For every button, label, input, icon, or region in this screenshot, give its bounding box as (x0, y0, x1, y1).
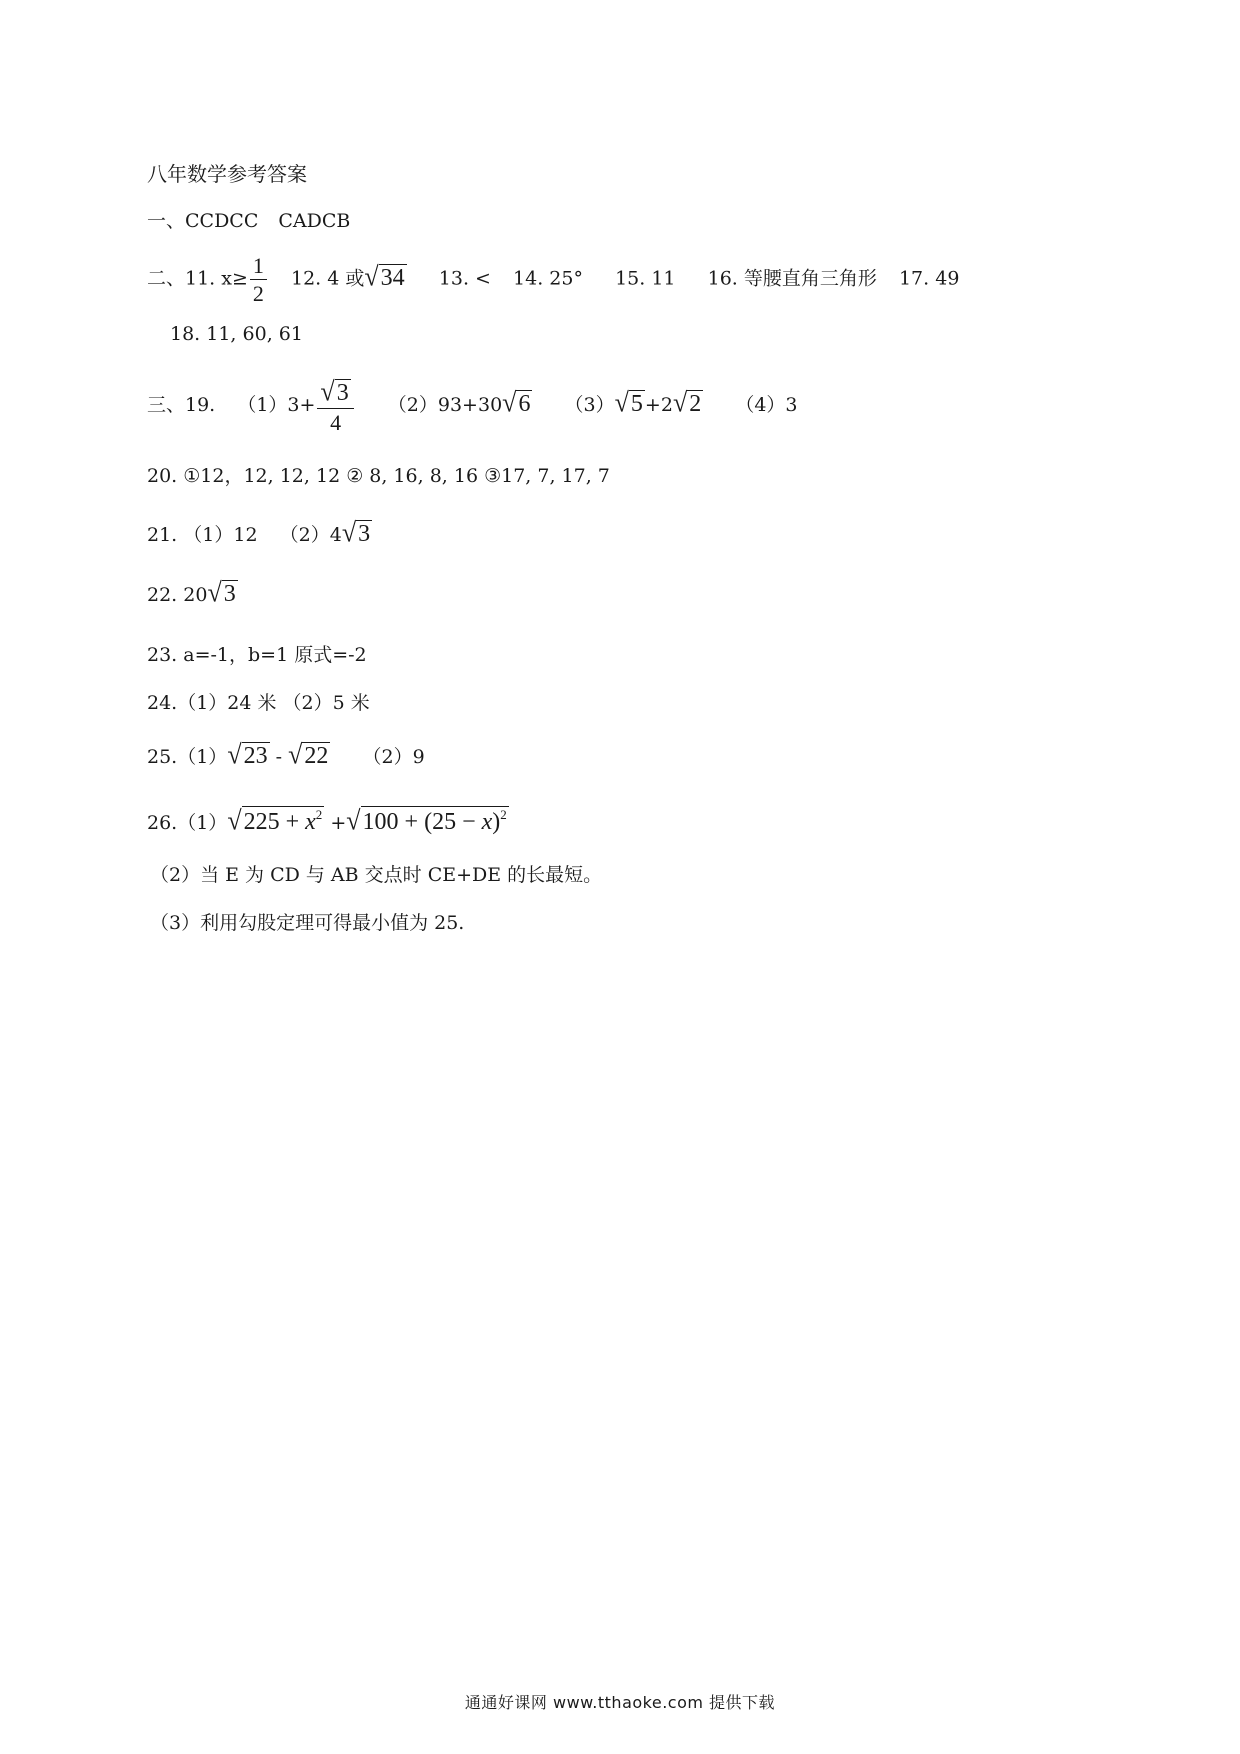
q24-answer: 24.（1）24 米 （2）5 米 (147, 692, 370, 714)
q22-answer (147, 577, 238, 608)
q20-answer: 20. ①12，12, 12, 12 ② 8, 16, 8, 16 ③17, 7, 17, 7 (147, 465, 610, 487)
q15-answer: 15. 11 (615, 267, 676, 290)
q25-sqrt-b: √22 (288, 739, 329, 770)
q25-label: 25.（1） (147, 746, 228, 768)
q23-answer: 23. a=-1，b=1 原式=-2 (147, 644, 367, 666)
q21-part2-sqrt-radicand: 3 (358, 521, 371, 547)
q19-part2-sqrt-radicand: 6 (518, 391, 531, 418)
q19-part2-prefix: （2）93+30 (387, 394, 503, 417)
q19-part1-sqrt: √3 (320, 376, 349, 407)
section1-answers (147, 212, 350, 231)
section2-answers (147, 254, 959, 305)
q11-fraction-numerator: 1 (250, 254, 267, 280)
q19-part3-prefix: （3） (564, 394, 615, 417)
q12-sqrt: √34 (364, 260, 405, 292)
section3-q19 (147, 378, 798, 434)
q22-sqrt: √3 (207, 577, 236, 608)
q19-part2-sqrt: √6 (502, 387, 531, 418)
q14-answer: 14. 25° (513, 267, 583, 290)
q19-part1-fraction (317, 378, 353, 434)
q21-answer (147, 517, 372, 548)
q26-plus: + (330, 812, 347, 834)
q26-sqrt-b-exponent: 2 (500, 807, 507, 822)
q12-sqrt-radicand: 34 (380, 264, 405, 291)
q26-part2: （2）当 E 为 CD 与 AB 交点时 CE+DE 的长最短。 (150, 864, 603, 886)
q25-sqrt-a-radicand: 23 (243, 743, 268, 769)
q26-sqrt-a: $√225 + x^2$ (227, 805, 323, 836)
document-title: 八年数学参考答案 (147, 162, 307, 186)
q19-part1-prefix: （1）3+ (237, 394, 316, 417)
section1-label: 一、CCDCC (147, 210, 259, 232)
q22-sqrt-radicand: 3 (223, 581, 236, 607)
q13-answer: 13. < (438, 267, 491, 290)
q22-prefix: 22. 20 (147, 584, 208, 606)
q26-sqrt-b-close: ) (492, 809, 501, 835)
q19-part1-denominator: 4 (330, 410, 342, 436)
q19-part3-sqrt-b: √2 (672, 387, 702, 418)
q26-sqrt-a-var: x (305, 809, 316, 835)
q25-sqrt-b-radicand: 22 (304, 743, 329, 769)
q26-sqrt-b-text: 100 + (25 − (362, 809, 482, 835)
q26-sqrt-a-exponent: 2 (315, 807, 323, 822)
q25-minus: - (275, 746, 283, 768)
q26-sqrt-b-var: x (481, 809, 493, 835)
q21-part2-prefix: （2）4 (279, 524, 342, 546)
q19-part3-sqrt-a-radicand: 5 (630, 391, 643, 418)
q16-answer: 16. 等腰直角三角形 (707, 267, 877, 290)
q19-part4: （4）3 (735, 394, 798, 417)
footer-source-note: 通通好课网 www.tthaoke.com 提供下载 (464, 1693, 776, 1712)
q19-part3-mid: +2 (644, 394, 673, 417)
q11-fraction (250, 254, 267, 305)
q18-answer: 18. 11, 60, 61 (170, 323, 303, 345)
q19-part1-sqrt-radicand: 3 (336, 380, 349, 406)
q26-sqrt-a-text: 225 + (243, 809, 306, 835)
q19-part3-sqrt-a: √5 (614, 387, 643, 418)
q26-sqrt-b: $√100 + (25 - x)^2$ (346, 805, 507, 836)
q26-part3: （3）利用勾股定理可得最小值为 25. (150, 912, 465, 934)
q19-part3-sqrt-b-radicand: 2 (689, 391, 702, 418)
q21-part1: （1）12 (183, 524, 258, 546)
q26-label: 26.（1） (147, 812, 228, 834)
q17-answer: 17. 49 (898, 267, 960, 290)
q25-answer (147, 739, 425, 770)
q25-part2: （2）9 (362, 746, 425, 768)
q11-fraction-denominator: 2 (252, 281, 264, 307)
q25-sqrt-a: √23 (227, 739, 268, 770)
q26-answer (147, 806, 509, 834)
section1-answers-2: CADCB (278, 210, 351, 232)
q21-label: 21. (147, 524, 178, 546)
q12-label: 12. 4 或 (291, 267, 365, 290)
q19-label: 三、19. (147, 394, 216, 417)
q11-label: 二、11. x≥ (147, 267, 248, 290)
q21-part2-sqrt: √3 (341, 517, 371, 548)
